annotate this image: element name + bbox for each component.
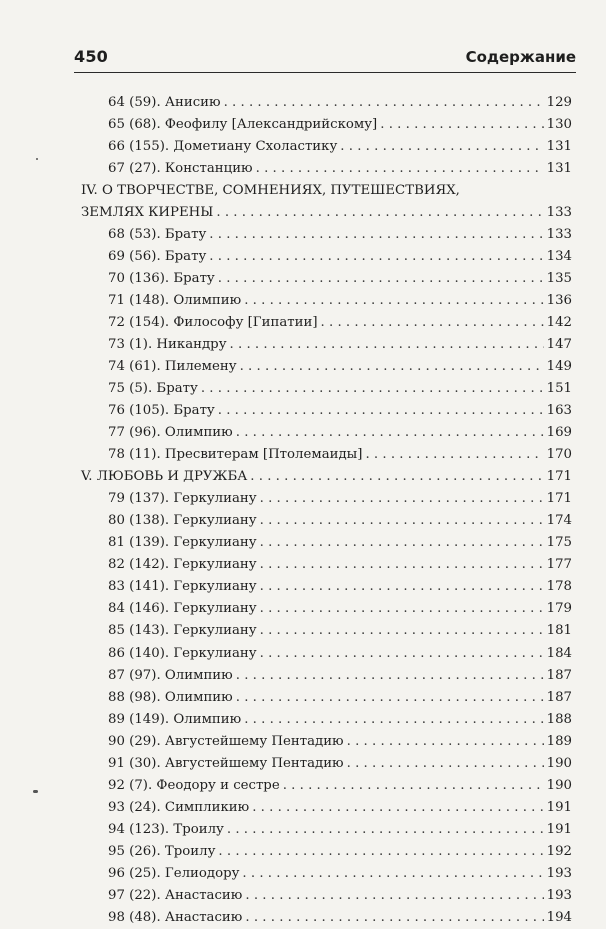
dot-leader: [224, 92, 544, 114]
toc-entry: [108, 356, 572, 378]
dot-leader: [260, 598, 544, 620]
toc-entry-title: 83 (141). Геркулиану: [108, 579, 257, 594]
dot-leader: [227, 819, 544, 841]
toc-entry: [108, 422, 572, 444]
toc-entry-title: 67 (27). Констанцию: [108, 161, 253, 176]
toc-entry-title: 78 (11). Пресвитерам [Птолемаиды]: [108, 447, 363, 462]
dot-leader: [250, 466, 543, 488]
toc-page-number: 179: [546, 601, 572, 616]
dot-leader: [260, 488, 544, 510]
toc-entry: [108, 114, 572, 136]
toc-entry: [108, 753, 572, 775]
dot-leader: [201, 378, 544, 400]
dot-leader: [244, 290, 543, 312]
dot-leader: [245, 907, 543, 929]
dot-leader: [347, 753, 544, 775]
toc-entry-title: 91 (30). Августейшему Пентадию: [108, 756, 344, 771]
toc-entry: [108, 687, 572, 709]
paper-speck: [36, 158, 38, 160]
dot-leader: [260, 554, 544, 576]
toc-entry: [108, 378, 572, 400]
toc-entry: [108, 554, 572, 576]
dot-leader: [256, 158, 544, 180]
toc-page-number: 192: [546, 844, 572, 859]
toc-page-number: 188: [546, 712, 572, 727]
toc-entry-title: 76 (105). Брату: [108, 403, 215, 418]
toc-entry-title: 74 (61). Пилемену: [108, 359, 237, 374]
page-number: 450: [74, 47, 108, 66]
toc-page-number: 191: [546, 800, 572, 815]
toc-page-number: 171: [546, 491, 572, 506]
toc-entry: [108, 532, 572, 554]
toc-page-number: 169: [546, 425, 572, 440]
toc-page-number: 170: [546, 447, 572, 462]
toc-page-number: 187: [546, 668, 572, 683]
toc-entry-title: 73 (1). Никандру: [108, 337, 227, 352]
dot-leader: [365, 444, 543, 466]
dot-leader: [236, 687, 544, 709]
toc-entry-title: 69 (56). Брату: [108, 249, 207, 264]
toc-entry: [108, 863, 572, 885]
toc-entry: [108, 312, 572, 334]
toc-entry: [108, 576, 572, 598]
toc-entry-title: 90 (29). Августейшему Пентадию: [108, 734, 344, 749]
dot-leader: [260, 643, 544, 665]
toc-entry: [108, 444, 572, 466]
toc-entry: [108, 246, 572, 268]
toc-entry: [108, 731, 572, 753]
toc-entry-title: ЗЕМЛЯХ КИРЕНЫ: [81, 205, 214, 220]
toc-page-number: 181: [546, 623, 572, 638]
toc-page-number: 191: [546, 822, 572, 837]
toc-entry: [108, 797, 572, 819]
toc-entry: [108, 488, 572, 510]
toc-section-heading: IV. О ТВОРЧЕСТВЕ, СОМНЕНИЯХ, ПУТЕШЕСТВИЯХ,: [81, 183, 460, 198]
toc-entry-title: 80 (138). Геркулиану: [108, 513, 257, 528]
toc-entry: [108, 290, 572, 312]
toc-entry: [108, 885, 572, 907]
toc-entry: [108, 819, 572, 841]
dot-leader: [380, 114, 543, 136]
toc-entry-title: 81 (139). Геркулиану: [108, 535, 257, 550]
toc-section-row: [81, 202, 572, 224]
toc-entry-title: 84 (146). Геркулиану: [108, 601, 257, 616]
dot-leader: [260, 510, 544, 532]
dot-leader: [218, 841, 543, 863]
toc-entry-title: 86 (140). Геркулиану: [108, 646, 257, 661]
toc-entry: [108, 775, 572, 797]
toc-entry-title: 75 (5). Брату: [108, 381, 198, 396]
toc-entry-title: V. ЛЮБОВЬ И ДРУЖБА: [81, 469, 248, 484]
toc-page-number: 149: [546, 359, 572, 374]
dot-leader: [216, 202, 543, 224]
toc-page-number: 184: [546, 646, 572, 661]
toc-entry: [108, 92, 572, 114]
dot-leader: [236, 422, 544, 444]
toc-entry-title: 88 (98). Олимпию: [108, 690, 233, 705]
dot-leader: [236, 665, 544, 687]
toc-entry: [108, 598, 572, 620]
toc-entry: [108, 510, 572, 532]
toc-page-number: 147: [546, 337, 572, 352]
dot-leader: [244, 709, 543, 731]
toc-entry-title: 87 (97). Олимпию: [108, 668, 233, 683]
toc-entry: [108, 334, 572, 356]
toc-entry-title: 65 (68). Феофилу [Александрийскому]: [108, 117, 378, 132]
toc-page-number: 190: [546, 778, 572, 793]
toc-page-number: 193: [546, 866, 572, 881]
toc-page-number: 175: [546, 535, 572, 550]
toc-entry-title: 94 (123). Троилу: [108, 822, 224, 837]
toc-page-number: 135: [546, 271, 572, 286]
toc-entry: [108, 224, 572, 246]
dot-leader: [260, 576, 544, 598]
toc-page-number: 129: [546, 95, 572, 110]
toc-entry: [108, 665, 572, 687]
toc-page-number: 133: [546, 205, 572, 220]
toc-page-number: 151: [546, 381, 572, 396]
paper-speck: [33, 790, 38, 793]
toc-entry: [108, 136, 572, 158]
toc-entry-title: 77 (96). Олимпию: [108, 425, 233, 440]
toc-page-number: 174: [546, 513, 572, 528]
toc-entry-title: 64 (59). Анисию: [108, 95, 221, 110]
dot-leader: [252, 797, 543, 819]
dot-leader: [260, 620, 544, 642]
toc-entry-title: 89 (149). Олимпию: [108, 712, 242, 727]
toc-page-number: 142: [546, 315, 572, 330]
toc-entry: [108, 620, 572, 642]
dot-leader: [321, 312, 544, 334]
toc-entry-title: 85 (143). Геркулиану: [108, 623, 257, 638]
toc-entry-title: 66 (155). Дометиану Схоластику: [108, 139, 338, 154]
toc-page-number: 177: [546, 557, 572, 572]
toc-entry-title: 92 (7). Феодору и сестре: [108, 778, 280, 793]
toc-entry: [108, 841, 572, 863]
dot-leader: [218, 268, 544, 290]
running-title: Содержание: [465, 48, 576, 66]
toc-entry: [108, 709, 572, 731]
toc-page-number: 193: [546, 888, 572, 903]
toc-entry-title: 97 (22). Анастасию: [108, 888, 243, 903]
dot-leader: [218, 400, 544, 422]
toc-entry-title: 70 (136). Брату: [108, 271, 215, 286]
toc-page-number: 131: [546, 161, 572, 176]
toc-entry-title: 95 (26). Троилу: [108, 844, 216, 859]
toc-entry-title: 71 (148). Олимпию: [108, 293, 242, 308]
toc-entry: [108, 907, 572, 929]
toc-entry: [108, 158, 572, 180]
toc-entry-title: 96 (25). Гелиодору: [108, 866, 240, 881]
toc-entry-title: 79 (137). Геркулиану: [108, 491, 257, 506]
dot-leader: [340, 136, 543, 158]
toc-page-number: 189: [546, 734, 572, 749]
dot-leader: [347, 731, 544, 753]
toc-page-number: 190: [546, 756, 572, 771]
toc-entry: [108, 400, 572, 422]
toc-page-number: 133: [546, 227, 572, 242]
toc-page-number: 187: [546, 690, 572, 705]
toc-entry-title: 72 (154). Философу [Гипатии]: [108, 315, 318, 330]
dot-leader: [242, 863, 543, 885]
dot-leader: [230, 334, 544, 356]
dot-leader: [283, 775, 544, 797]
toc-entry: [108, 643, 572, 665]
toc-entry: [108, 268, 572, 290]
toc-entry-title: 82 (142). Геркулиану: [108, 557, 257, 572]
toc-page-number: 163: [546, 403, 572, 418]
dot-leader: [209, 224, 543, 246]
toc-section-row: [81, 466, 572, 488]
toc-entry-title: 93 (24). Симпликию: [108, 800, 250, 815]
toc-page-number: 178: [546, 579, 572, 594]
toc-page-number: 130: [546, 117, 572, 132]
dot-leader: [260, 532, 544, 554]
toc-page-number: 194: [546, 910, 572, 925]
toc-entry-title: 98 (48). Анастасию: [108, 910, 243, 925]
dot-leader: [240, 356, 544, 378]
toc-entry-title: 68 (53). Брату: [108, 227, 207, 242]
dot-leader: [245, 885, 543, 907]
toc-page-number: 136: [546, 293, 572, 308]
dot-leader: [209, 246, 543, 268]
toc-page-number: 171: [546, 469, 572, 484]
toc-page-number: 134: [546, 249, 572, 264]
toc-page-number: 131: [546, 139, 572, 154]
